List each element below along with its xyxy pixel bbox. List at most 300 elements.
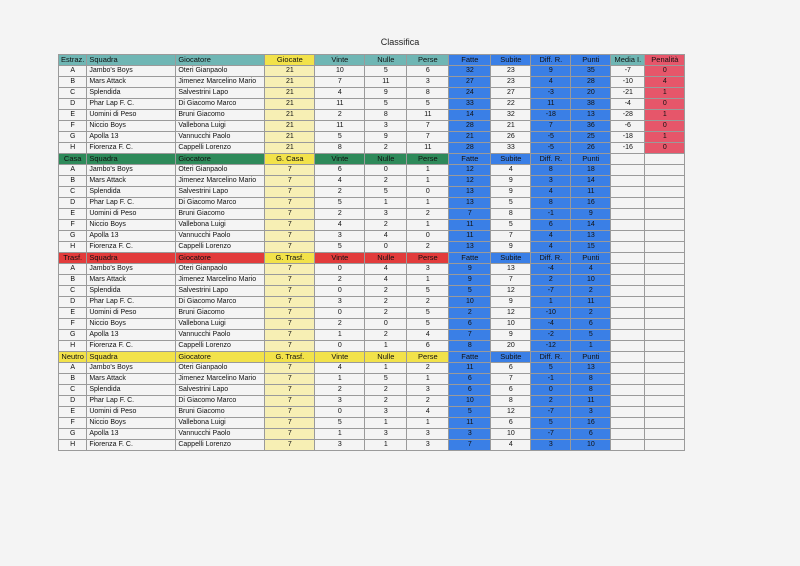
empty-cell — [611, 418, 645, 429]
cell-diff: -18 — [531, 110, 571, 121]
table-row — [59, 385, 685, 396]
cell-fatte: 10 — [449, 396, 491, 407]
cell-perse: 11 — [407, 143, 449, 154]
cell-giocatore: Di Giacomo Marco — [176, 198, 265, 209]
cell-vinte: 1 — [315, 374, 365, 385]
cell-squadra: Splendida — [87, 385, 176, 396]
cell-squadra: Uomini di Peso — [87, 407, 176, 418]
header-nulle: Nulle — [365, 253, 407, 264]
cell-perse: 5 — [407, 286, 449, 297]
cell-squadra: Uomini di Peso — [87, 110, 176, 121]
cell-estraz: E — [59, 407, 87, 418]
empty-cell — [611, 176, 645, 187]
header-giocatore: Giocatore — [176, 154, 265, 165]
cell-nulle: 9 — [365, 132, 407, 143]
cell-giocatore: Vannucchi Paolo — [176, 330, 265, 341]
empty-cell — [645, 308, 685, 319]
cell-squadra: Apolla 13 — [87, 429, 176, 440]
cell-subite: 9 — [491, 242, 531, 253]
cell-fatte: 2 — [449, 308, 491, 319]
cell-vinte: 6 — [315, 165, 365, 176]
cell-punti: 13 — [571, 231, 611, 242]
empty-cell — [645, 374, 685, 385]
empty-cell — [611, 286, 645, 297]
empty-cell — [645, 396, 685, 407]
cell-giocatore: Jimenez Marcelino Mario — [176, 176, 265, 187]
cell-fatte: 8 — [449, 341, 491, 352]
cell-estraz: G — [59, 231, 87, 242]
cell-estraz: F — [59, 418, 87, 429]
cell-penalita: 1 — [645, 132, 685, 143]
cell-punti: 11 — [571, 396, 611, 407]
cell-diff: -4 — [531, 319, 571, 330]
cell-perse: 1 — [407, 374, 449, 385]
header-perse: Perse — [407, 55, 449, 66]
empty-cell — [645, 220, 685, 231]
cell-nulle: 2 — [365, 297, 407, 308]
cell-estraz: H — [59, 143, 87, 154]
cell-squadra: Niccio Boys — [87, 121, 176, 132]
table-row — [59, 220, 685, 231]
cell-punti: 8 — [571, 374, 611, 385]
header-vinte: Vinte — [315, 253, 365, 264]
cell-perse: 2 — [407, 363, 449, 374]
cell-punti: 8 — [571, 385, 611, 396]
cell-penalita: 0 — [645, 66, 685, 77]
header-subite: Subite — [491, 253, 531, 264]
header-estraz: Trasf. — [59, 253, 87, 264]
cell-perse: 3 — [407, 264, 449, 275]
cell-nulle: 8 — [365, 110, 407, 121]
cell-diff: -12 — [531, 341, 571, 352]
header-estraz: Estraz. — [59, 55, 87, 66]
cell-subite: 23 — [491, 66, 531, 77]
cell-punti: 13 — [571, 363, 611, 374]
cell-fatte: 27 — [449, 77, 491, 88]
empty-cell — [611, 319, 645, 330]
cell-estraz: H — [59, 242, 87, 253]
header-squadra: Squadra — [87, 253, 176, 264]
table-row — [59, 99, 685, 110]
cell-giocate: 7 — [265, 209, 315, 220]
cell-subite: 9 — [491, 187, 531, 198]
cell-fatte: 11 — [449, 363, 491, 374]
cell-diff: 0 — [531, 385, 571, 396]
cell-perse: 7 — [407, 121, 449, 132]
cell-squadra: Jambo's Boys — [87, 165, 176, 176]
cell-nulle: 5 — [365, 66, 407, 77]
cell-diff: 5 — [531, 418, 571, 429]
cell-punti: 1 — [571, 341, 611, 352]
cell-nulle: 5 — [365, 374, 407, 385]
empty-cell — [611, 275, 645, 286]
table-row — [59, 275, 685, 286]
cell-giocatore: Di Giacomo Marco — [176, 99, 265, 110]
cell-perse: 3 — [407, 385, 449, 396]
empty-cell — [645, 286, 685, 297]
cell-squadra: Splendida — [87, 286, 176, 297]
cell-fatte: 7 — [449, 330, 491, 341]
table-row — [59, 286, 685, 297]
header-giocatore: Giocatore — [176, 253, 265, 264]
cell-estraz: D — [59, 297, 87, 308]
cell-vinte: 2 — [315, 187, 365, 198]
cell-giocate: 7 — [265, 242, 315, 253]
cell-vinte: 3 — [315, 297, 365, 308]
cell-giocatore: Oteri Gianpaolo — [176, 264, 265, 275]
cell-punti: 2 — [571, 308, 611, 319]
header-squadra: Squadra — [87, 55, 176, 66]
cell-estraz: B — [59, 77, 87, 88]
cell-fatte: 10 — [449, 297, 491, 308]
cell-giocatore: Salvestrini Lapo — [176, 88, 265, 99]
cell-fatte: 33 — [449, 99, 491, 110]
empty-cell — [611, 385, 645, 396]
cell-vinte: 5 — [315, 418, 365, 429]
cell-perse: 3 — [407, 77, 449, 88]
cell-subite: 5 — [491, 220, 531, 231]
table-row — [59, 341, 685, 352]
cell-giocatore: Vallebona Luigi — [176, 418, 265, 429]
cell-giocate: 7 — [265, 385, 315, 396]
cell-estraz: C — [59, 88, 87, 99]
cell-perse: 11 — [407, 110, 449, 121]
cell-punti: 18 — [571, 165, 611, 176]
header-giocate: G. Trasf. — [265, 253, 315, 264]
header-giocate: G. Casa — [265, 154, 315, 165]
cell-subite: 4 — [491, 165, 531, 176]
cell-giocate: 7 — [265, 374, 315, 385]
cell-nulle: 1 — [365, 418, 407, 429]
table-row — [59, 308, 685, 319]
cell-giocatore: Cappelli Lorenzo — [176, 440, 265, 451]
cell-estraz: B — [59, 374, 87, 385]
cell-vinte: 1 — [315, 330, 365, 341]
cell-diff: 2 — [531, 396, 571, 407]
cell-punti: 35 — [571, 66, 611, 77]
empty-cell — [611, 220, 645, 231]
cell-media: -16 — [611, 143, 645, 154]
table-row — [59, 429, 685, 440]
cell-diff: -5 — [531, 143, 571, 154]
cell-perse: 1 — [407, 176, 449, 187]
cell-perse: 1 — [407, 418, 449, 429]
cell-nulle: 4 — [365, 231, 407, 242]
cell-subite: 12 — [491, 308, 531, 319]
cell-subite: 10 — [491, 319, 531, 330]
cell-diff: 4 — [531, 242, 571, 253]
cell-diff: -3 — [531, 88, 571, 99]
cell-penalita: 0 — [645, 143, 685, 154]
header-fatte: Fatte — [449, 352, 491, 363]
cell-nulle: 2 — [365, 176, 407, 187]
header-punti: Punti — [571, 154, 611, 165]
cell-subite: 7 — [491, 374, 531, 385]
cell-squadra: Fiorenza F. C. — [87, 143, 176, 154]
empty-cell — [611, 363, 645, 374]
header-nulle: Nulle — [365, 352, 407, 363]
cell-fatte: 9 — [449, 275, 491, 286]
cell-nulle: 1 — [365, 198, 407, 209]
header-fatte: Fatte — [449, 154, 491, 165]
table-row — [59, 407, 685, 418]
cell-diff: 11 — [531, 99, 571, 110]
cell-diff: -4 — [531, 264, 571, 275]
cell-squadra: Phar Lap F. C. — [87, 99, 176, 110]
cell-giocate: 7 — [265, 275, 315, 286]
header-subite: Subite — [491, 154, 531, 165]
empty-cell — [645, 275, 685, 286]
empty-cell — [611, 308, 645, 319]
cell-punti: 15 — [571, 242, 611, 253]
header-diff: Diff. R. — [531, 154, 571, 165]
cell-punti: 11 — [571, 187, 611, 198]
cell-giocate: 7 — [265, 407, 315, 418]
cell-nulle: 5 — [365, 187, 407, 198]
cell-estraz: G — [59, 132, 87, 143]
cell-subite: 5 — [491, 198, 531, 209]
cell-diff: -10 — [531, 308, 571, 319]
cell-squadra: Phar Lap F. C. — [87, 396, 176, 407]
header-punti: Punti — [571, 253, 611, 264]
cell-vinte: 5 — [315, 198, 365, 209]
empty-cell — [611, 154, 645, 165]
table-row — [59, 418, 685, 429]
cell-subite: 23 — [491, 77, 531, 88]
cell-estraz: C — [59, 286, 87, 297]
cell-giocate: 7 — [265, 341, 315, 352]
cell-perse: 1 — [407, 220, 449, 231]
cell-perse: 5 — [407, 308, 449, 319]
cell-diff: -1 — [531, 209, 571, 220]
cell-nulle: 2 — [365, 308, 407, 319]
cell-subite: 27 — [491, 88, 531, 99]
cell-vinte: 3 — [315, 396, 365, 407]
table-row — [59, 374, 685, 385]
cell-nulle: 2 — [365, 143, 407, 154]
cell-nulle: 2 — [365, 220, 407, 231]
cell-vinte: 5 — [315, 132, 365, 143]
cell-subite: 6 — [491, 385, 531, 396]
cell-fatte: 14 — [449, 110, 491, 121]
cell-diff: -7 — [531, 429, 571, 440]
cell-vinte: 2 — [315, 110, 365, 121]
cell-fatte: 32 — [449, 66, 491, 77]
cell-estraz: A — [59, 165, 87, 176]
cell-giocate: 7 — [265, 429, 315, 440]
cell-giocatore: Oteri Gianpaolo — [176, 165, 265, 176]
cell-perse: 1 — [407, 275, 449, 286]
cell-punti: 36 — [571, 121, 611, 132]
cell-fatte: 9 — [449, 264, 491, 275]
empty-cell — [645, 154, 685, 165]
header-perse: Perse — [407, 352, 449, 363]
table-row — [59, 77, 685, 88]
empty-cell — [611, 352, 645, 363]
cell-giocatore: Cappelli Lorenzo — [176, 341, 265, 352]
header-media: Media I. — [611, 55, 645, 66]
cell-giocatore: Bruni Giacomo — [176, 209, 265, 220]
cell-punti: 10 — [571, 440, 611, 451]
cell-perse: 4 — [407, 407, 449, 418]
cell-giocate: 21 — [265, 77, 315, 88]
cell-giocate: 7 — [265, 286, 315, 297]
cell-fatte: 6 — [449, 319, 491, 330]
header-estraz: Casa — [59, 154, 87, 165]
empty-cell — [645, 407, 685, 418]
cell-vinte: 0 — [315, 286, 365, 297]
table-row — [59, 88, 685, 99]
cell-vinte: 0 — [315, 264, 365, 275]
cell-diff: 4 — [531, 77, 571, 88]
cell-giocatore: Jimenez Marcelino Mario — [176, 77, 265, 88]
cell-media: -4 — [611, 99, 645, 110]
table-row — [59, 110, 685, 121]
cell-vinte: 3 — [315, 440, 365, 451]
cell-subite: 12 — [491, 407, 531, 418]
cell-subite: 21 — [491, 121, 531, 132]
cell-vinte: 11 — [315, 121, 365, 132]
cell-nulle: 3 — [365, 429, 407, 440]
cell-diff: 5 — [531, 363, 571, 374]
cell-fatte: 7 — [449, 209, 491, 220]
cell-giocate: 7 — [265, 231, 315, 242]
cell-nulle: 9 — [365, 88, 407, 99]
cell-giocate: 7 — [265, 330, 315, 341]
cell-diff: 7 — [531, 121, 571, 132]
cell-perse: 5 — [407, 99, 449, 110]
cell-penalita: 1 — [645, 110, 685, 121]
cell-nulle: 5 — [365, 99, 407, 110]
cell-giocate: 21 — [265, 110, 315, 121]
cell-fatte: 13 — [449, 242, 491, 253]
empty-cell — [645, 187, 685, 198]
cell-nulle: 3 — [365, 121, 407, 132]
cell-giocatore: Cappelli Lorenzo — [176, 242, 265, 253]
cell-estraz: G — [59, 429, 87, 440]
cell-vinte: 1 — [315, 429, 365, 440]
cell-fatte: 11 — [449, 418, 491, 429]
cell-nulle: 0 — [365, 165, 407, 176]
cell-nulle: 0 — [365, 319, 407, 330]
cell-vinte: 7 — [315, 77, 365, 88]
cell-diff: 4 — [531, 187, 571, 198]
cell-nulle: 3 — [365, 407, 407, 418]
header-perse: Perse — [407, 154, 449, 165]
cell-giocate: 7 — [265, 308, 315, 319]
cell-giocate: 7 — [265, 187, 315, 198]
cell-squadra: Splendida — [87, 88, 176, 99]
cell-fatte: 5 — [449, 407, 491, 418]
cell-squadra: Uomini di Peso — [87, 308, 176, 319]
cell-squadra: Fiorenza F. C. — [87, 440, 176, 451]
cell-vinte: 2 — [315, 275, 365, 286]
header-vinte: Vinte — [315, 352, 365, 363]
cell-subite: 9 — [491, 297, 531, 308]
section-header-casa — [59, 154, 685, 165]
header-subite: Subite — [491, 55, 531, 66]
cell-vinte: 4 — [315, 88, 365, 99]
cell-estraz: C — [59, 187, 87, 198]
cell-media: -28 — [611, 110, 645, 121]
table-row — [59, 187, 685, 198]
cell-vinte: 0 — [315, 407, 365, 418]
cell-subite: 20 — [491, 341, 531, 352]
cell-perse: 1 — [407, 198, 449, 209]
cell-perse: 2 — [407, 242, 449, 253]
cell-giocate: 21 — [265, 143, 315, 154]
empty-cell — [645, 209, 685, 220]
cell-diff: -5 — [531, 132, 571, 143]
cell-perse: 8 — [407, 88, 449, 99]
header-diff: Diff. R. — [531, 253, 571, 264]
cell-giocate: 7 — [265, 297, 315, 308]
empty-cell — [645, 352, 685, 363]
cell-giocate: 21 — [265, 121, 315, 132]
cell-fatte: 21 — [449, 132, 491, 143]
empty-cell — [645, 253, 685, 264]
table-row — [59, 242, 685, 253]
cell-punti: 6 — [571, 429, 611, 440]
cell-nulle: 3 — [365, 209, 407, 220]
header-vinte: Vinte — [315, 55, 365, 66]
cell-subite: 12 — [491, 286, 531, 297]
cell-diff: -7 — [531, 407, 571, 418]
cell-giocatore: Vallebona Luigi — [176, 121, 265, 132]
cell-giocatore: Salvestrini Lapo — [176, 385, 265, 396]
empty-cell — [611, 242, 645, 253]
table-row — [59, 264, 685, 275]
cell-giocate: 21 — [265, 88, 315, 99]
cell-squadra: Mars Attack — [87, 275, 176, 286]
cell-diff: -1 — [531, 374, 571, 385]
cell-squadra: Mars Attack — [87, 374, 176, 385]
empty-cell — [645, 297, 685, 308]
section-header-trasf — [59, 253, 685, 264]
page-title: Classifica — [380, 37, 420, 47]
empty-cell — [611, 330, 645, 341]
cell-diff: 3 — [531, 440, 571, 451]
empty-cell — [611, 297, 645, 308]
cell-vinte: 4 — [315, 220, 365, 231]
cell-fatte: 13 — [449, 198, 491, 209]
cell-vinte: 2 — [315, 385, 365, 396]
cell-estraz: G — [59, 330, 87, 341]
cell-nulle: 0 — [365, 242, 407, 253]
cell-punti: 9 — [571, 209, 611, 220]
section-header-main — [59, 55, 685, 66]
cell-diff: 9 — [531, 66, 571, 77]
cell-estraz: E — [59, 209, 87, 220]
empty-cell — [611, 341, 645, 352]
header-subite: Subite — [491, 352, 531, 363]
table-row — [59, 198, 685, 209]
cell-diff: 8 — [531, 165, 571, 176]
cell-diff: 1 — [531, 297, 571, 308]
cell-perse: 1 — [407, 165, 449, 176]
cell-subite: 8 — [491, 396, 531, 407]
table-row — [59, 297, 685, 308]
empty-cell — [611, 209, 645, 220]
cell-giocatore: Jimenez Marcelino Mario — [176, 275, 265, 286]
cell-perse: 4 — [407, 330, 449, 341]
cell-estraz: A — [59, 363, 87, 374]
cell-giocate: 7 — [265, 319, 315, 330]
header-giocate: G. Trasf. — [265, 352, 315, 363]
table-row — [59, 176, 685, 187]
empty-cell — [645, 165, 685, 176]
empty-cell — [645, 319, 685, 330]
